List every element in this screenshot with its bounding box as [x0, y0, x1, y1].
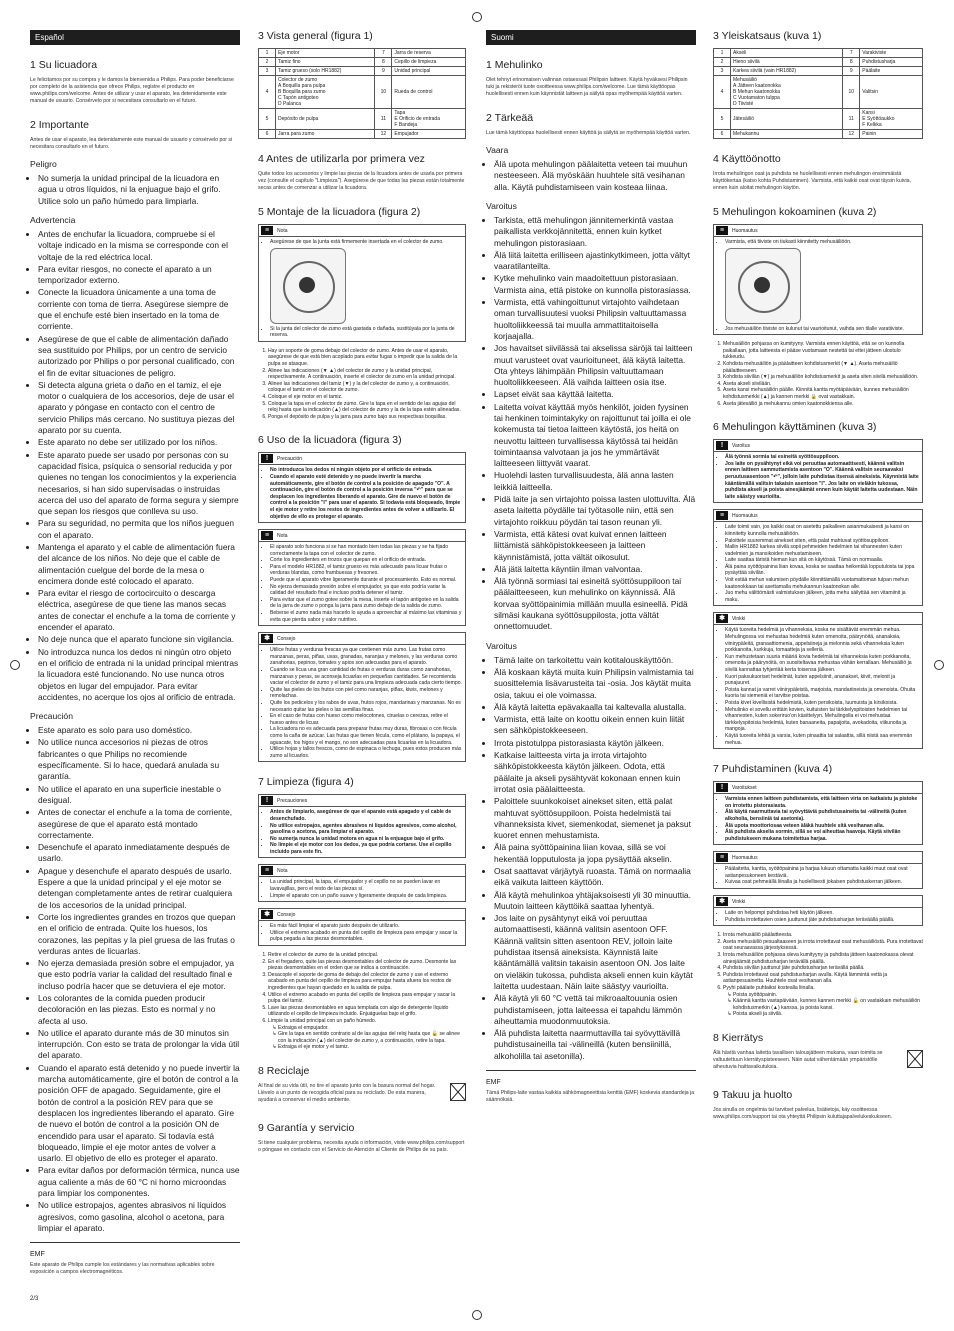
part-name: Jätesäiliö	[731, 109, 843, 130]
note-box: ≡ Nota • Asegúrese de que la junta está firmemente insertada en el colector de zumo. • Si la junta del colector de zumo está gastada o dañada, sustitúyala por la junta de reserva.	[258, 224, 466, 342]
list-item: • Laite on helpompi puhdistaa heti käytön jälkeen.	[725, 910, 919, 917]
note-box: ≡ Huomautus • Varmista, että tiiviste on tiukasti kiinnitetty mehusäiliöön. • Jos mehusäiliön tiiviste on kulunut tai vaurioitunut, vaihda sen tilalle varatiiviste.	[713, 224, 923, 335]
list-item: • No ejerza demasiada presión sobre el empujador, ya que esto podría variar la calidad del resultado final e incluso podría hacer que se detuviera el eje motor.	[38, 958, 240, 992]
part-number: 9	[375, 67, 392, 76]
part-number: 8	[843, 58, 860, 67]
part-number: 6	[259, 130, 276, 139]
registration-mark	[472, 12, 482, 22]
page-number: 2/3	[30, 1296, 39, 1302]
list-item: • Desenchufe el aparato inmediatamente después de usarlo.	[38, 842, 240, 865]
list-item: ↳ Poista syöttöpainin.	[733, 992, 923, 999]
caution-icon: !	[716, 441, 728, 450]
list-item: • Laite saattaa täristä hieman kun sitä on käytössä. Tämä on normaalia.	[725, 557, 919, 564]
list-item: • Kytke mehulinko vain maadoitettuun pistorasiaan. Varmista aina, että pistoke on kunnolla pistorasiassa.	[494, 273, 696, 296]
part-name: Varakiviste	[860, 49, 923, 58]
list-item: • Para evitar riesgos, no conecte el aparato a un temporizador externo.	[38, 264, 240, 287]
list-item: • Jos laite on pysähtynyt eikä voi peruuttaa automaattisesti, käännä valitsin ennen laitteen sammuttamista asentoon "O". Käännä valitsin seuraavaksi peruutusasentoon "↶", jolloin laite puhdistaa itsensä aineksista. Käynnistä laite kääntämällä valitsin takaisin asentoon "I". Jos laite on vieläkin tukossa, puhdista akseli ja poista ainesjäämät ennen kuin käytät laitetta uudestaan. Näin laite säästyy vaurioilta.	[725, 461, 919, 501]
weee-bin-icon	[450, 1083, 466, 1101]
section-heading: 2 Tärkeää	[486, 112, 534, 125]
list-item: • No introduzca nunca los dedos ni ningún otro objeto en el orificio de entrada ni la unidad principal mientras la licuadora esté funcionando. No use nunca otros objetos en lugar del empujador. Para evitar accidentes, no acerque los ojos al orificio de entrada.	[38, 647, 240, 703]
table-row	[259, 58, 466, 67]
part-name: Valitsin	[860, 76, 923, 109]
list-item: • Los colorantes de la comida pueden producir decoloración en las piezas. Esto es normal y no afecta al uso.	[38, 993, 240, 1027]
language-tag: Español	[30, 30, 240, 45]
section-heading: 9 Takuu ja huolto	[713, 1089, 793, 1102]
sub-steps-list	[258, 1025, 466, 1051]
list-item: • Quite los pedicelos y los rabos de uvas, frutos rojos, mandarinas y manzanas. No es necesario quitar las pieles o las semillas finas.	[270, 700, 462, 713]
list-item: • Puhdista irrotettavien osien juuttunut jäte puhdistusharjan teräväällä päällä.	[725, 917, 919, 924]
part-number: 12	[375, 130, 392, 139]
paragraph: Este aparato de Philips cumple los estándares y las normativas aplicables sobre exposición a campos electromagnéticos.	[30, 1262, 215, 1276]
weee-bin-icon	[907, 1050, 923, 1068]
note-icon: ≡	[261, 531, 273, 540]
list-item: • Älä liitä laitetta erilliseen ajastinkytkimeen, jotta vältyt vaaratilanteilta.	[494, 250, 696, 273]
part-name: Painin	[860, 130, 923, 139]
list-item: • No utilice el aparato en una superficie inestable o desigual.	[38, 784, 240, 807]
sub-steps-list	[713, 992, 923, 1018]
list-item: • Quite las pieles de los frutos con piel como naranjas, piñas, kiwis, melones y remolachas.	[270, 687, 462, 700]
list-item: • Varmista, että kätesi ovat kuivat ennen laitteen liittämistä sähköpistokkeeseen ja laitteen käynnistämistä, jotta vältät oikosulut.	[494, 529, 696, 563]
subheading: Varoitus	[486, 200, 517, 211]
list-item: ↳ Extraiga el empujador.	[278, 1025, 466, 1032]
section-heading: 7 Puhdistaminen (kuva 4)	[713, 763, 833, 776]
list-item: 1. Irrota mehusäiliö päälaitteesta.	[723, 932, 923, 939]
list-item: • Corte los ingredientes grandes en trozos que quepan en el orificio de entrada. Quite los huesos, los corazones, las pepitas y la piel gruesa de las frutas o verduras antes de licuarlas.	[38, 912, 240, 957]
list-item: • Käytä tuoreita lehtiä ja varsia, kuten pinaattia tai salaattia, sillä niistä saa enemmän mehua.	[725, 733, 919, 746]
list-item: • Utilice hojas y tallos frescos, como de espinaca o lechuga, pues estos producen más zumo al licuarlos.	[270, 746, 462, 759]
list-item: • Este aparato puede ser usado por personas con su capacidad física, psíquica o sensorial reducida y por quienes no tengan los conocimientos y la experiencia necesarios, si han sido supervisadas o instruidas acerca del uso del aparato de forma segura y siempre que sepan los riesgos que conlleva su uso.	[38, 450, 240, 518]
steps-list	[713, 932, 923, 991]
list-item: • No utilice estropajos, agentes abrasivos ni líquidos agresivos, como alcohol, gasolina o acetona, para limpiar el aparato.	[270, 823, 462, 836]
list-item: • Mehulinko ei sovellu erittäin kovien, kuituisten tai tärkkelyspitoisten hedelmien tai vihannesten, kuten sokeriruo'on käsittelyyn. Mehulingolla ei voi mehustaa tärkkelyspitoisia hedelmiä, kuten banaaneita, papaijoita, avokadoita, viikunoita ja mangoja.	[725, 707, 919, 733]
paragraph: Irrota mehulingon osat ja puhdista ne huolellisesti ennen mehulingon ensimmäistä käyttökertaa (katso kohta Puhdistaminen). Varmista, että kaikki osat ovat täysin kuivia, ennen kuin aloitat mehulingon käytön.	[713, 171, 911, 192]
list-item: • Älä käytä naarmuttavia tai syövyttäviä puhdistusaineita tai -välineitä (kuten alkoholia, bensiiniä tai asetonia).	[725, 809, 919, 822]
subheading: EMF	[30, 1251, 45, 1259]
paragraph: Antes de usar el aparato, lea detenidamente este manual de usuario y consérvelo por si necesitara consultarlo en el futuro.	[30, 137, 233, 151]
bullet-list	[30, 173, 240, 207]
list-item: 3. Irrota mehusäiliön pohjassa oleva kumityyny ja puhdista jätteen kaatonokassa olevat ainesjäämät puhdistusharjan terävällä päällä.	[723, 952, 923, 965]
bullet-list	[30, 229, 240, 703]
part-number: 7	[375, 49, 392, 58]
section-heading: 6 Mehulingon käyttäminen (kuva 3)	[713, 421, 877, 434]
list-item: • Tarkista, että mehulingon jännitemerkintä vastaa paikallista verkkojännitettä, ennen kuin kytket mehulingon pistorasiaan.	[494, 215, 696, 249]
table-row	[259, 67, 466, 76]
list-item: • Lapset eivät saa käyttää laitetta.	[494, 389, 696, 400]
part-number: 4	[259, 76, 276, 109]
list-item: • Para el modelo HR1882, el tamiz grueso es más adecuado para licuar frutas o verduras blandas, como frambuesas y fresones.	[270, 564, 462, 577]
bullet-list	[30, 725, 240, 1234]
caution-icon: !	[261, 796, 273, 805]
caution-box: ! Precaución • No introduzca los dedos ni ningún objeto por el orificio de entrada. • Cuando el aparato esté detenido y no puede invertir la marcha automáticamente, gire el botón de control a la posición de apagado "O". A continuación, gire el botón de control a la posición inversa "↶" para que se desplacen los ingredientes liberando el aparato. Gire de nuevo el botón de control a la posición "I" para usar el aparato. Si todavía está bloqueado, limpie el eje motor y retire los restos de ingredientes antes de volver a utilizarlo. El objetivo de ello es proteger el aparato.	[258, 452, 466, 523]
list-item: • Antes de conectar el enchufe a la toma de corriente, asegúrese de que el aparato está montado correctamente.	[38, 807, 240, 841]
list-item: • Älä työnnä sormia tai esineitä syöttösuppiloon.	[725, 454, 919, 461]
caution-icon: !	[261, 454, 273, 463]
table-row	[259, 109, 466, 130]
part-number: 3	[259, 67, 276, 76]
part-number: 10	[843, 76, 860, 109]
language-tag: Suomi	[486, 30, 696, 45]
table-row	[259, 76, 466, 109]
list-item: 3. Alinee las indicaciones del tamiz (▼) y la del colector de zumo y, a continuación, coloque el tamiz en el colector de zumo.	[268, 381, 466, 394]
list-item: • Antes de enchufar la licuadora, compruebe si el voltaje indicado en la misma se corresponde con el voltaje de la red eléctrica local.	[38, 229, 240, 263]
es-column-2	[258, 30, 466, 1158]
paragraph: Lue tämä käyttöopas huolellisesti ennen käyttöä ja säilytä se myöhempää käyttöä varten.	[486, 130, 691, 137]
list-item: • Es más fácil limpiar el aparato justo después de utilizarlo.	[270, 923, 462, 930]
part-number: 1	[714, 49, 731, 58]
tip-box: ✱ Vinkki • Laite on helpompi puhdistaa heti käytön jälkeen. • Puhdista irrotettavien osien juuttunut jäte puhdistusharjan teräväällä päällä.	[713, 895, 923, 926]
note-icon: ≡	[261, 226, 273, 235]
part-name: Tapa E Orificio de entrada F Bandeja	[392, 109, 466, 130]
list-item: • Juo mehu välittömästi valmistuksen jälkeen, jotta mehu säilyttää sen vitamiinit ja maku.	[725, 590, 919, 603]
paragraph: Si tiene cualquier problema, necesita ayuda o información, visite www.philips.com/support o póngase en contacto con el Servicio de Atención al Cliente de Philips de su país.	[258, 1140, 465, 1154]
list-item: • Kuivaa osat pehmeällä liinalla ja huolellisesti jokaisen puhdistuskerran jälkeen.	[725, 879, 919, 886]
part-name: Jarra de reserva	[392, 49, 466, 58]
list-item: • Corte los ingredientes en trozos que quepan en el orificio de entrada.	[270, 557, 462, 564]
part-name: Akseli	[731, 49, 843, 58]
section-heading: 9 Garantía y servicio	[258, 1122, 355, 1134]
part-number: 1	[259, 49, 276, 58]
note-box: ≡ Nota • La unidad principal, la tapa, el empujador y el cepillo no se pueden lavar en lavavajillas, pero el resto de las piezas sí. • Limpie el aparato con un paño suave y ligeramente después de cada limpieza.	[258, 864, 466, 902]
list-item: 1. Hay un soporte de goma debajo del colector de zumo. Antes de usar el aparato, asegúrese de que está bien acoplado para evitar fugas o impedir que la salida de la pulpa se atasque.	[268, 348, 466, 368]
subheading: Advertencia	[30, 214, 76, 225]
list-item: • Este aparato es solo para uso doméstico.	[38, 725, 240, 736]
part-number: 7	[843, 49, 860, 58]
fi-column-1	[486, 30, 696, 1108]
list-item: • Älä upota moottoriosaa veteen äläkä huuhtele sitä vesihanan alla.	[725, 823, 919, 830]
list-item: • Para evitar daños por deformación térmica, nunca use agua caliente a más de 60 °C ni horno microondas para limpiar los componentes.	[38, 1165, 240, 1199]
part-number: 6	[714, 130, 731, 139]
list-item: 4. Puhdista siivilän juuttunut jäte puhdistusharjan terävällä päällä.	[723, 965, 923, 972]
subheading: Vaara	[486, 145, 509, 156]
list-item: • Varmista, että vahingoittunut virtajohto vaihdetaan oman turvallisuutesi vuoksi Philipsin valtuuttamassa huoltoliikkeessä tai muulla ammattitaitoisella korjaajalla.	[494, 297, 696, 342]
list-item: • Conecte la licuadora únicamente a una toma de corriente con toma de tierra. Asegúrese siempre de que el enchufe esté bien insertado en la toma de corriente.	[38, 287, 240, 332]
part-number: 2	[259, 58, 276, 67]
note-box: ≡ Nota • El aparato solo funciona si se han montado bien todas las piezas y se ha fijado correctamente la tapa con el colector de zumo. • Corte los ingredientes en trozos que quepan en el orificio de entrada. • Para el modelo HR1882, el tamiz grueso es más adecuado para licuar frutas o verduras blandas, como frambuesas y fresones. • Puede que el aparato vibre ligeramente durante el procesamiento. Esto es normal. • No ejerza demasiada presión sobre el empujador, ya que esto podría variar la calidad del resultado final e incluso podría detener el tamiz. • Para evitar que el zumo gotee sobre la mesa, inserte el tapón antigoteo en la salida de la jarra de zumo o ponga la jarra para zumo debajo de la salida de zumo. • Beberse el zumo nada más hacerlo lo ayuda a aprovechar al máximo las vitaminas y evita que pierda sabor y valor nutritivo.	[258, 529, 466, 626]
part-number: 10	[375, 76, 392, 109]
list-item: • Cuando se licua una gran cantidad de frutas o verduras duras como zanahorias, manzanas y peras, se aconseja licuarlas en pequeñas cantidades. Se recomienda vaciar el colector de zumo y el tamiz para una limpieza adecuada cada cierto tiempo.	[270, 667, 462, 687]
part-name: Depósito de pulpa	[276, 109, 375, 130]
list-item: • Älä puhdista akselia sormin, sillä se voi aiheuttaa haavoja. Käytä siivilän puhdistukseen mukana toimitettua harjaa.	[725, 829, 919, 842]
paragraph: Olet tehnyt erinomaisen valinnan ostaessasi Philipsin laitteen. Käytä hyväksesi Philipsin tuki ja rekisteröi tuote osoitteessa www.philips.com/welcome. Lue tämä käyttöopas huolellisesti ennen kuin käynnistät laitteen ja säilytä opas myöhempää käyttöä varten.	[486, 77, 688, 98]
part-name: Jarra para zumo	[276, 130, 375, 139]
list-item: • Voit estää mehun valumisen pöydälle kiinnittämällä vuotamattoman tulpan mehun kaatonokkaan tai asettamalla mehukannun kaatonokan alle.	[725, 577, 919, 590]
list-item: 6. Aseta jätesäiliö ja mehukannu omien kaatonokkiensa alle.	[723, 401, 923, 408]
list-item: • Kuori paksukuoriset hedelmät, kuten appelsiinit, ananakset, kiivit, melonit ja punajuuret.	[725, 674, 919, 687]
section-heading: 4 Antes de utilizarla por primera vez	[258, 153, 425, 165]
list-item: • Älä käytä mehulinkoa yhtäjaksoisesti yli 30 minuuttia. Muutoin laitteen käyttöikä saattaa lyhentyä.	[494, 890, 696, 913]
part-name: Mehusäiliö A Jätteen kaatonokka B Mehun kaatonokka C Vuotamaton tulppa D Tiivisté	[731, 76, 843, 109]
steps-list	[713, 341, 923, 407]
tip-box: ✱ Consejo • Utilice frutas y verduras frescas ya que contienen más zumo. Las frutas como manzanas, peras, piñas, uvas, granadas, naranjas y melones, y las verduras como zanahorias, pepinos, tomates y apios son adecuadas para el aparato. • Cuando se licua una gran cantidad de frutas o verduras duras como zanahorias, manzanas y peras, se aconseja licuarlas en pequeñas cantidades. Se recomienda vaciar el colector de zumo y el tamiz para una limpieza adecuada cada cierto tiempo. • Quite las pieles de los frutos con piel como naranjas, piñas, kiwis, melones y remolachas. • Quite los pedicelos y los rabos de uvas, frutos rojos, mandarinas y manzanas. No es necesario quitar las pieles o las semillas finas. • En el caso de frutas con hueso como melocotones, ciruelas o cerezas, retire el hueso antes de licuar. • La licuadora no es adecuada para preparar frutas muy duras, fibrosas o con fécula como la caña de azúcar. Las frutas que tienen fécula, como el plátano, la papaya, el aguacate, los higos y el mango, no son adecuadas para licuarlas en la licuadora. • Utilice hojas y tallos frescos, como de espinaca o lechuga, pues estos producen más zumo al licuarlos.	[258, 632, 466, 762]
part-name: Kansi E Syöttöaukko F Kelkka	[860, 109, 923, 130]
list-item: • Älä jätä laitetta käyntiin ilman valvontaa.	[494, 564, 696, 575]
part-name: Hieno siivilä	[731, 58, 843, 67]
tip-icon: ✱	[261, 910, 273, 919]
table-row	[259, 130, 466, 139]
list-item: • Käytä tuoreita hedelmiä ja vihanneksia, koska ne sisältävät enemmän mehua. Mehulingossa voi mehustaa hedelmiä kuten omenoita, päärynöitä, ananaksia, viinirypäleitä, granaattiomenia, appelsiineja ja melonnia sekä vihanneksia kuten porkkanoita, kurkkuja, tomaatteja ja selleriä.	[725, 627, 919, 653]
paragraph: Quite todos los accesorios y limpie las piezas de la licuadora antes de usarla por primera vez (consulte el capítulo "Limpieza"). Asegúrese de que todas las piezas están totalmente secas antes de comenzar a utilizar la licuadora.	[258, 171, 465, 192]
list-item: • Poista kivet kivellisistä hedelmistä, kuten persikoista, luumuista ja kirsikoista.	[725, 700, 919, 707]
list-item: • No utilice estropajos, agentes abrasivos ni líquidos agresivos, como gasolina, alcohol o acetona, para limpiar el aparato.	[38, 1200, 240, 1234]
list-item: • Limpie el aparato con un paño suave y ligeramente después de cada limpieza.	[270, 893, 462, 900]
list-item: • Älä koskaan käytä muita kuin Philipsin valmistamia tai suosittelemia lisävarusteita tai -osia. Jos käytät muita osia, takuu ei ole voimassa.	[494, 667, 696, 701]
section-heading: 5 Mehulingon kokoaminen (kuva 2)	[713, 206, 877, 219]
part-number: 12	[843, 130, 860, 139]
fi-column-2	[713, 30, 923, 1125]
list-item: • Puede que el aparato vibre ligeramente durante el procesamiento. Esto es normal.	[270, 577, 462, 584]
paragraph: Älä hävitä vanhaa laitetta tavallisen talousjätteen mukana, vaan toimita se valtuutettuun kierrätyspisteeseen. Näin autat vähentämään ympäristölle aiheutuvia haittavaikutuksia.	[713, 1049, 883, 1071]
list-item: • No sumerja nunca la unidad motora en agua ni la enjuague bajo el grifo.	[270, 836, 462, 843]
part-name: Puhdistusharja	[860, 58, 923, 67]
part-number: 5	[714, 109, 731, 130]
list-item: • La licuadora no es adecuada para preparar frutas muy duras, fibrosas o con fécula como la caña de azúcar. Las frutas que tienen fécula, como el plátano, la papaya, el aguacate, los higos y el mango, no son adecuadas para licuarlas en la licuadora.	[270, 726, 462, 746]
list-item: • No ejerza demasiada presión sobre el empujador, ya que esto podría variar la calidad del resultado final e incluso podría detener el tamiz.	[270, 584, 462, 597]
list-item: 5. Coloque la tapa en el colector de zumo. Gire la tapa en el sentido de las agujas del reloj hasta que la indicación (▲) del colector de zumo y la de la tapa estén alineadas.	[268, 401, 466, 414]
list-item: • Jos havaitset siivilässä tai akselissa säröjä tai laitteen muut varusteet ovat vaurioituneet, älä käytä laitetta. Ota yhteys lähimpään Philipsin valtuuttamaan huoltoliikkeeseen. Älä vaihda laitteen osia itse.	[494, 343, 696, 388]
list-item: • Para evitar el riesgo de cortocircuito o descarga eléctrica, asegúrese de que tiene las manos secas antes de conectar el enchufe a la toma de corriente y encender el aparato.	[38, 588, 240, 633]
section-heading: 7 Limpieza (figura 4)	[258, 776, 354, 789]
section-heading: 2 Importante	[30, 119, 89, 132]
list-item: 6. Pyyhi päälaite puhtaiksi kostealla liinalla.	[723, 985, 923, 992]
table-row	[259, 49, 466, 58]
list-item: • Laitetta voivat käyttää myös henkilöt, joiden fyysinen tai henkinen toimintakyky on rajoittunut tai joilla ei ole kokemusta tai tietoa laitteen käytöstä, jos heitä on neuvottu laitteen turvallisessa käytössä tai heidän toimintaansa valvotaan ja jos he ymmärtävät laitteeseen liittyvät vaarat.	[494, 402, 696, 470]
list-item: • Älä upota mehulingon päälaitetta veteen tai muuhun nesteeseen. Älä myöskään huuhtele sitä vesihanan alla. Käytä puhdistamiseen vain kosteaa liinaa.	[494, 159, 696, 193]
list-item: • Varmista ennen laitteen puhdistamista, että laitteen virta on katkaistu ja pistoke on irrotettu pistorasiasta.	[725, 796, 919, 809]
part-name: Mehukannu	[731, 130, 843, 139]
list-item: • Älä paina syöttöpainina liian kovaa, sillä se voi hekentää lopputulosta ja jopa pysäyttää akselin.	[494, 842, 696, 865]
list-item: • Tämä laite on tarkoitettu vain kotitalouskäyttöön.	[494, 655, 696, 666]
registration-mark	[472, 1310, 482, 1320]
paragraph: Jos sinulla on ongelmia tai tarvitset palvelua, lisätietoja, käy osoitteessa www.philips.com/support tai ota yhteyttä Philipsin kuluttajapalvelukeskukseen.	[713, 1107, 893, 1121]
table-row	[714, 49, 923, 58]
part-number: 8	[375, 58, 392, 67]
table-row	[714, 109, 923, 130]
list-item: • Pidä laite ja sen virtajohto poissa lasten ulottuvilta. Älä aseta laitetta pöydälle tai työtasolle niin, että sen virtajohto roikkuu pöydän tai tason reunan yli.	[494, 494, 696, 528]
list-item: • Katkaise laitteesta virta ja irrota virtajohto sähköpistokkeesta käytön jälkeen. Odota, että päälaite ja akseli pysähtyvät kokonaan ennen kuin irrotat osia päälaitteesta.	[494, 750, 696, 795]
list-item: 1. Mehusäiliön pohjassa on kumityyny. Varmista ennen käyttöä, että se on kunnolla paikallaan, jotta laitteesta ei pääse vuotamaan nestettä tai ettei jätteen ulostulo tukkeudu.	[723, 341, 923, 361]
list-item: • Poista kannat ja varret viinirypäleistä, marjoista, mandariineista ja omenoista. Ohuita kuoria tai siemeniä ei tarvitse poistaa.	[725, 687, 919, 700]
list-item: 6. Limpie la unidad principal con un paño húmedo.	[268, 1018, 466, 1025]
list-item: • Huolehdi lasten turvallisuudesta, älä anna lasten leikkiä laitteella.	[494, 470, 696, 493]
list-item: 3. Kohdista siivilän (▼) ja mehusäiliön kohdistusmerkit ja aseta siten siivilä mehusäiliöön.	[723, 374, 923, 381]
list-item: • Paloittele suunkokoiset ainekset siten, että palat mahtuvat syöttösuppiloon. Poista hedelmistä tai vihanneksista kivet, siemenkodat, siemenet ja paksut kuoret ennen mehustamista.	[494, 796, 696, 841]
subheading: Peligro	[30, 159, 57, 170]
bullet-list	[486, 159, 696, 193]
list-item: • No utilice nunca accesorios ni piezas de otros fabricantes o que Philips no recomiende específicamente. Si lo hace, quedará anulada su garantía.	[38, 737, 240, 782]
list-item: 2. Alinee las indicaciones (▼ ▲) del colector de zumo y la unidad principal, respectivamente. A continuación, inserte el colector de zumo en la unidad principal.	[268, 368, 466, 381]
list-item: ↳ Extraiga el eje motor y el tamiz.	[278, 1044, 466, 1051]
list-item: 2. Kohdista mehusäiliön ja päälaitteen kohdistusmerkit (▼ ▲). Aseta mehusäiliö päälaitteeseen.	[723, 361, 923, 374]
list-item: 4. Coloque el eje motor en el tamiz.	[268, 394, 466, 401]
list-item: • Apague y desenchufe el aparato después de usarlo. Espere a que la unidad principal y el eje motor se detengan completamente antes de retirar cualquiera de los accesorios de la unidad principal.	[38, 866, 240, 911]
juicer-illustration	[270, 248, 346, 324]
list-item: • Irrota pistotulppa pistorasiasta käytön jälkeen.	[494, 738, 696, 749]
bullet-list	[486, 655, 696, 1062]
list-item: • No deje nunca que el aparato funcione sin vigilancia.	[38, 634, 240, 645]
list-item: 2. En el fregadero, quite las piezas desmontables del colector de zumo. Desmonte las piezas desmontables en el orden que se indica a continuación.	[268, 959, 466, 972]
list-item: • Para evitar que el zumo gotee sobre la mesa, inserte el tapón antigoteo en la salida de la jarra de zumo o ponga la jarra para zumo debajo de la salida de zumo.	[270, 597, 462, 610]
part-number: 2	[714, 58, 731, 67]
part-number: 5	[259, 109, 276, 130]
section-heading: 4 Käyttöönotto	[713, 153, 781, 165]
table-row	[714, 130, 923, 139]
section-heading: 8 Reciclaje	[258, 1064, 310, 1077]
es-column-1	[30, 30, 240, 1280]
list-item: • No introduzca los dedos ni ningún objeto por el orificio de entrada.	[270, 467, 462, 474]
list-item: • Jos laite on pysähtynyt eikä voi peruuttaa automaattisesti, käännä valitsin asentoon OFF. Käännä valitsin sitten asentoon REV, jolloin laite puhdistaa itsensä aineksista. Käynnistä laite kääntämällä valitsin takaisin asentoon ON. Jos laite on vieläkin tukossa, puhdista akseli ennen kuin käytät laitetta uudestaan. Näin laite säästyy vaurioilta.	[494, 913, 696, 992]
subheading: Precaución	[30, 711, 73, 722]
juicer-illustration	[725, 248, 801, 324]
list-item: 5. Lave las piezas desmontables en agua templada con algo de detergente líquido utilizando el cepillo de limpieza incluido. Enjuáguelas bajo el grifo.	[268, 1005, 466, 1018]
list-item: • Cuando el aparato está detenido y no puede invertir la marcha automáticamente, gire el botón de control a la posición OFF de apagado. Seguidamente, gire el botón de control a la posición REV para que se desplacen los ingredientes liberando el aparato. Gire de nuevo el botón de control a la posición ON de encendido para usar el aparato. Si todavía está bloqueado, limpie el eje motor antes de volver a usarlo. El objetivo de ello es proteger el aparato.	[38, 1063, 240, 1165]
list-item: • Älä paina syöttöpainina liian kovaa, koska se saattaa heikentää lopputulosta tai jopa pysäyttää siivilän.	[725, 564, 919, 577]
note-box: ≡ Huomautus • Laite toimii vain, jos kaikki osat on asetettu paikalleen asianmukaisesti ja kansi on kiinnitetty kunnolla mehusäiliöön. • Paloittele suuremmat ainekset siten, että palat mahtuvat syöttösuppiloon. • Mallin HR1882 karkea siivilä sopii pehmeiden hedelmien tai vihannesten kuten vadelmien ja mansikoiden mehustamiseen. • Laite saattaa täristä hieman kun sitä on käytössä. Tämä on normaalia. • Älä paina syöttöpainina liian kovaa, koska se saattaa heikentää lopputulosta tai jopa pysäyttää siivilän. • Voit estää mehun valumisen pöydälle kiinnittämällä vuotamattoman tulpan mehun kaatonokkaan tai asettamalla mehukannun kaatonokan alle. • Juo mehu välittömästi valmistuksen jälkeen, jotta mehu säilyttää sen vitamiinit ja maku.	[713, 509, 923, 606]
paragraph: Le felicitamos por su compra y le damos la bienvenida a Philips. Para poder beneficiarse por completo de la asistencia que ofrece Philips, registre el producto en www.philips.com/welcome. Antes de utilizar y usar el aparato, lea detenidamente este manual de usuario. Consérvelo por si necesitara consultarlo en el futuro.	[30, 77, 234, 105]
part-name: Cepillo de limpieza	[392, 58, 466, 67]
list-item: • Älä työnnä sormiasi tai esineitä syöttösuppiloon tai päälaitteeseen, kun mehulinko on käynnissä. Älä korvaa syöttöpainimia millään muulla esineellä. Pidä silmäsi kaukana syöttösuppilosta, jotta vältät onnettomuudet.	[494, 576, 696, 632]
list-item: 2. Aseta mehusäiliö pesualtaaseen ja irrota irrotettavat osat mehusäiliöstä. Pura irrotettavat osat seuraavassa järjestyksessä.	[723, 939, 923, 952]
list-item: • Laite toimii vain, jos kaikki osat on asetettu paikalleen asianmukaisesti ja kansi on kiinnitetty kunnolla mehusäiliöön.	[725, 524, 919, 537]
list-item: • En el caso de frutas con hueso como melocotones, ciruelas o cerezas, retire el hueso antes de licuar.	[270, 713, 462, 726]
part-number: 9	[843, 67, 860, 76]
list-item: • Mantenga el aparato y el cable de alimentación fuera del alcance de los niños. No deje que el cable de alimentación cuelgue del borde de la mesa o encimera donde esté colocado el aparato.	[38, 542, 240, 587]
steps-list	[258, 348, 466, 421]
list-item: 5. Aseta kansi mehusäiliön päälle. Kiinnitä kantta myötäpäivään, kunnes mehusäiliön kohdistusmerkki (▲) ja kannen merkki 🔒 ovat vastakkain.	[723, 387, 923, 400]
part-name: Unidad principal	[392, 67, 466, 76]
note-icon: ≡	[261, 866, 273, 875]
part-number: 4	[714, 76, 731, 109]
section-heading: 1 Su licuadora	[30, 59, 98, 71]
table-row	[714, 58, 923, 67]
tip-icon: ✱	[261, 634, 273, 643]
parts-table	[258, 48, 466, 139]
list-item: • Utilice el extremo acabado en punta del cepillo de limpieza para empujar y sacar la pulpa pegada a las piezas desmontables.	[270, 930, 462, 943]
list-item: • Utilice frutas y verduras frescas ya que contienen más zumo. Las frutas como manzanas, peras, piñas, uvas, granadas, naranjas y melones, y las verduras como zanahorias, pepinos, tomates y apios son adecuadas para el aparato.	[270, 647, 462, 667]
list-item: • La unidad principal, la tapa, el empujador y el cepillo no se pueden lavar en lavavajillas, pero el resto de las piezas sí.	[270, 879, 462, 892]
caution-icon: !	[716, 783, 728, 792]
caution-box: ! Precauciones • Antes de limpiarlo, asegúrese de que el aparato está apagado y el cable de desenchufado. • No utilice estropajos, agentes abrasivos ni líquidos agresivos, como alcohol, gasolina o acetona, para limpiar el aparato. • No sumerja nunca la unidad motora en agua ni la enjuague bajo el grifo. • No limpie el eje motor con los dedos, ya que podría cortarse. Use el cepillo incluido para este fin.	[258, 794, 466, 858]
section-heading: 5 Montaje de la licuadora (figura 2)	[258, 206, 421, 219]
list-item: • No sumerja la unidad principal de la licuadora en agua u otros líquidos, ni la enjuague bajo el grifo. Utilice solo un paño húmedo para limpiarla.	[38, 173, 240, 207]
list-item: ↳ Gire la tapa en sentido contrario al de las agujas del reloj hasta que 🔓 se alinee con la indicación (▲) del colector de zumo y, a continuación, retire la tapa.	[278, 1031, 466, 1044]
note-icon: ≡	[716, 853, 728, 862]
list-item: • Päälaitetta, kantta, syöttöpainina ja harjaa lukuun ottamatta kaikki muut osat ovat astianpesukoneen kestäviä.	[725, 866, 919, 879]
list-item: 4. Aseta akseli siivilään.	[723, 381, 923, 388]
tip-icon: ✱	[716, 614, 728, 623]
list-item: • No utilice el aparato durante más de 30 minutos sin interrupción. Con esto se trata de prolongar la vida útil del aparato.	[38, 1028, 240, 1062]
part-name: Eje motor	[276, 49, 375, 58]
tip-box: ✱ Vinkki • Käytä tuoreita hedelmiä ja vihanneksia, koska ne sisältävät enemmän mehua. Mehulingossa voi mehustaa hedelmiä kuten omenoita, päärynöitä, ananaksia, viinirypäleitä, granaattiomenia, appelsiineja ja melonnia sekä vihanneksia kuten porkkanoita, kurkkuja, tomaatteja ja selleriä. • Kun mehustetaan suuria määriä kovia hedelmiä tai vihanneksia kuten porkkanoita, omenoita ja päärynöitä, on suositeltavaa mehustaa vähän kerrallaan. Mehusäiliö ja siivilä kannattaa tyhjentää kerta toisensa jälkeen. • Kuori paksukuoriset hedelmät, kuten appelsiinit, ananakset, kiivit, melonit ja punajuuret. • Poista kannat ja varret viinirypäleistä, marjoista, mandariineista ja omenoista. Ohuita kuoria tai siemeniä ei tarvitse poistaa. • Poista kivet kivellisistä hedelmistä, kuten persikoista, luumuista ja kirsikoista. • Mehulinko ei sovellu erittäin kovien, kuituisten tai tärkkelyspitoisten hedelmien tai vihannesten, kuten sokeriruo'on käsittelyyn. Mehulingolla ei voi mehustaa tärkkelyspitoisia hedelmiä, kuten banaaneita, papaijoita, avokadoita, viikunoita ja mangoja. • Käytä tuoreita lehtiä ja varsia, kuten pinaattia tai salaattia, sillä niistä saa enemmän mehua.	[713, 612, 923, 749]
bullet-list	[486, 215, 696, 633]
list-item: 6. Ponga el depósito de pulpa y la jarra para zumo bajo sus respectivas boquillas.	[268, 414, 466, 421]
list-item: 5. Puhdista irrotettavat osat puhdistusharjan avulla. Käytä lämmintä vettä ja astianpesuainetta. Huuhtele osat vesihanan alla.	[723, 972, 923, 985]
list-item: • Antes de limpiarlo, asegúrese de que el aparato está apagado y el cable de desenchufado.	[270, 809, 462, 822]
note-icon: ≡	[716, 511, 728, 520]
list-item: • Asegúrese de que el cable de alimentación dañado sea sustituido por Philips, por un centro de servicio autorizado por Philips o por personal cualificado, con el fin de evitar situaciones de peligro.	[38, 334, 240, 379]
list-item: • No limpie el eje motor con los dedos, ya que podría cortarse. Use el cepillo incluido para este fin.	[270, 842, 462, 855]
caution-box: ! Varoitukset • Varmista ennen laitteen puhdistamista, että laitteen virta on katkaistu ja pistoke on irrotettu pistorasiasta. • Älä käytä naarmuttavia tai syövyttäviä puhdistusaineita tai -välineitä (kuten alkoholia, bensiiniä tai asetonia). • Älä upota moottoriosaa veteen äläkä huuhtele sitä vesihanan alla. • Älä puhdista akselia sormin, sillä se voi aiheuttaa haavoja. Käytä siivilän puhdistukseen mukana toimitettua harjaa.	[713, 781, 923, 845]
table-row	[714, 76, 923, 109]
subheading: Varoitus	[486, 640, 517, 651]
list-item: • Beberse el zumo nada más hacerlo lo ayuda a aprovechar al máximo las vitaminas y evita que pierda sabor y valor nutritivo.	[270, 610, 462, 623]
part-number: 11	[843, 109, 860, 130]
list-item: • Para su seguridad, no permita que los niños jueguen con el aparato.	[38, 518, 240, 541]
list-item: • El aparato solo funciona si se han montado bien todas las piezas y se ha fijado correctamente la tapa con el colector de zumo.	[270, 544, 462, 557]
part-name: Empujador	[392, 130, 466, 139]
list-item: • Cuando el aparato esté detenido y no puede invertir la marcha automáticamente, gire el botón de control a la posición de apagado "O". A continuación, gire el botón de control a la posición inversa "↶" para que se desplacen los ingredientes liberando el aparato. Gire de nuevo el botón de control a la posición "I" para usar el aparato. Si todavía está bloqueado, limpie el eje motor y retire los restos de ingredientes antes de volver a utilizarlo. El objetivo de ello es proteger el aparato.	[270, 474, 462, 520]
caution-box: ! Varoitus • Älä työnnä sormia tai esineitä syöttösuppiloon. • Jos laite on pysähtynyt eikä voi peruuttaa automaattisesti, käännä valitsin ennen laitteen sammuttamista asentoon "O". Käännä valitsin seuraavaksi peruutusasentoon "↶", jolloin laite puhdistaa itsensä aineksista. Käynnistä laite kääntämällä valitsin takaisin asentoon "I". Jos laite on vieläkin tukossa, puhdista akseli ja poista ainesjäämät ennen kuin käytät laitetta uudestaan. Näin laite säästyy vaurioilta.	[713, 439, 923, 503]
list-item: • Älä käytä laitetta epävakaalla tai kaltevalla alustalla.	[494, 702, 696, 713]
paragraph: Al final de su vida útil, no tire el aparato junto con la basura normal del hogar. Llévelo a un punto de recogida oficial para su reciclado. De esta manera, ayudará a conservar el medio ambiente.	[258, 1082, 436, 1103]
part-number: 11	[375, 109, 392, 130]
note-icon: ≡	[716, 226, 728, 235]
part-name: Tamiz fino	[276, 58, 375, 67]
part-name: Rueda de control	[392, 76, 466, 109]
section-heading: 8 Kierrätys	[713, 1031, 764, 1044]
note-box: ≡ Huomautus • Päälaitetta, kantta, syöttöpainina ja harjaa lukuun ottamatta kaikki muut osat ovat astianpesukoneen kestäviä. • Kuivaa osat pehmeällä liinalla ja huolellisesti jokaisen puhdistuskerran jälkeen.	[713, 851, 923, 889]
table-row	[714, 67, 923, 76]
registration-mark	[10, 660, 20, 670]
section-heading: 6 Uso de la licuadora (figura 3)	[258, 434, 402, 447]
paragraph: Tämä Philips-laite vastaa kaikkia sähkömagneettisia kenttiä (EMF) koskevia standardeja ja säännöksiä.	[486, 1090, 695, 1104]
list-item: • Osat saattavat värjäytyä ruoasta. Tämä on normaalia eikä vaikuta laitteen käyttöön.	[494, 866, 696, 889]
tip-icon: ✱	[716, 897, 728, 906]
list-item: • Mallin HR1882 karkea siivilä sopii pehmeiden hedelmien tai vihannesten kuten vadelmien ja mansikoiden mehustamiseen.	[725, 544, 919, 557]
list-item: 1. Retire el colector de zumo de la unidad principal.	[268, 952, 466, 959]
part-number: 3	[714, 67, 731, 76]
part-name: Colector de zumo A Boquilla para pulpa B Boquilla para zumo C Tapón antigoteo D Palanca	[276, 76, 375, 109]
part-name: Tamiz grueso (solo HR1882)	[276, 67, 375, 76]
steps-list	[258, 952, 466, 1025]
list-item: • Varmista, että laite on koottu oikein ennen kuin liität sen sähköpistokkeeseen.	[494, 714, 696, 737]
list-item: • Älä käytä yli 60 °C vettä tai mikroaaltouunia osien puhdistamiseen, jotta laiteessa ei tapahdu lämmön aiheuttamia muodonmuutoksia.	[494, 993, 696, 1027]
part-name: Päälaite	[860, 67, 923, 76]
registration-mark	[934, 660, 944, 670]
list-item: • Este aparato no debe ser utilizado por los niños.	[38, 437, 240, 448]
list-item: 4. Utilice el extremo acabado en punta del cepillo de limpieza para empujar y sacar la pulpa del tamiz.	[268, 992, 466, 1005]
list-item: • Si detecta alguna grieta o daño en el tamiz, el eje motor o cualquiera de los accesorios, deje de usar el aparato y póngase en contacto con el centro de servicio Philips más cercano. No sustituya piezas del aparato por su cuenta.	[38, 380, 240, 436]
list-item: 3. Desacople el soporte de goma de debajo del colector de zumo y use el extremo acabado en punta del cepillo de limpieza para empujar hasta afuera los restos de ingredientes que hayan quedado en la salida de pulpa.	[268, 972, 466, 992]
subheading: EMF	[486, 1079, 501, 1087]
parts-table	[713, 48, 923, 139]
section-heading: 3 Yleiskatsaus (kuva 1)	[713, 30, 822, 42]
section-heading: 1 Mehulinko	[486, 59, 543, 71]
list-item: • Paloittele suuremmat ainekset siten, että palat mahtuvat syöttösuppiloon.	[725, 538, 919, 545]
part-name: Karkea siivilä (vain HR1882)	[731, 67, 843, 76]
section-heading: 3 Vista general (figura 1)	[258, 30, 373, 42]
list-item: ↳ Käännä kantta vastapäivään, kunnes kannen merkki 🔓 on vastakkain mehusäiliön kohdistusmerkin (▲) kanssa, ja poista kansi.	[733, 998, 923, 1011]
list-item: ↳ Poista akseli ja siivilä.	[733, 1011, 923, 1018]
tip-box: ✱ Consejo • Es más fácil limpiar el aparato justo después de utilizarlo. • Utilice el extremo acabado en punta del cepillo de limpieza para empujar y sacar la pulpa pegada a las piezas desmontables.	[258, 908, 466, 946]
list-item: • Kun mehustetaan suuria määriä kovia hedelmiä tai vihanneksia kuten porkkanoita, omenoita ja päärynöitä, on suositeltavaa mehustaa vähän kerrallaan. Mehusäiliö ja siivilä kannattaa tyhjentää kerta toisensa jälkeen.	[725, 654, 919, 674]
list-item: • Älä puhdista laitetta naarmuttavilla tai syövyttävillä puhdistusaineilla tai -välineillä (kuten bensiinillä, alkoholilla tai asetonilla).	[494, 1028, 696, 1062]
